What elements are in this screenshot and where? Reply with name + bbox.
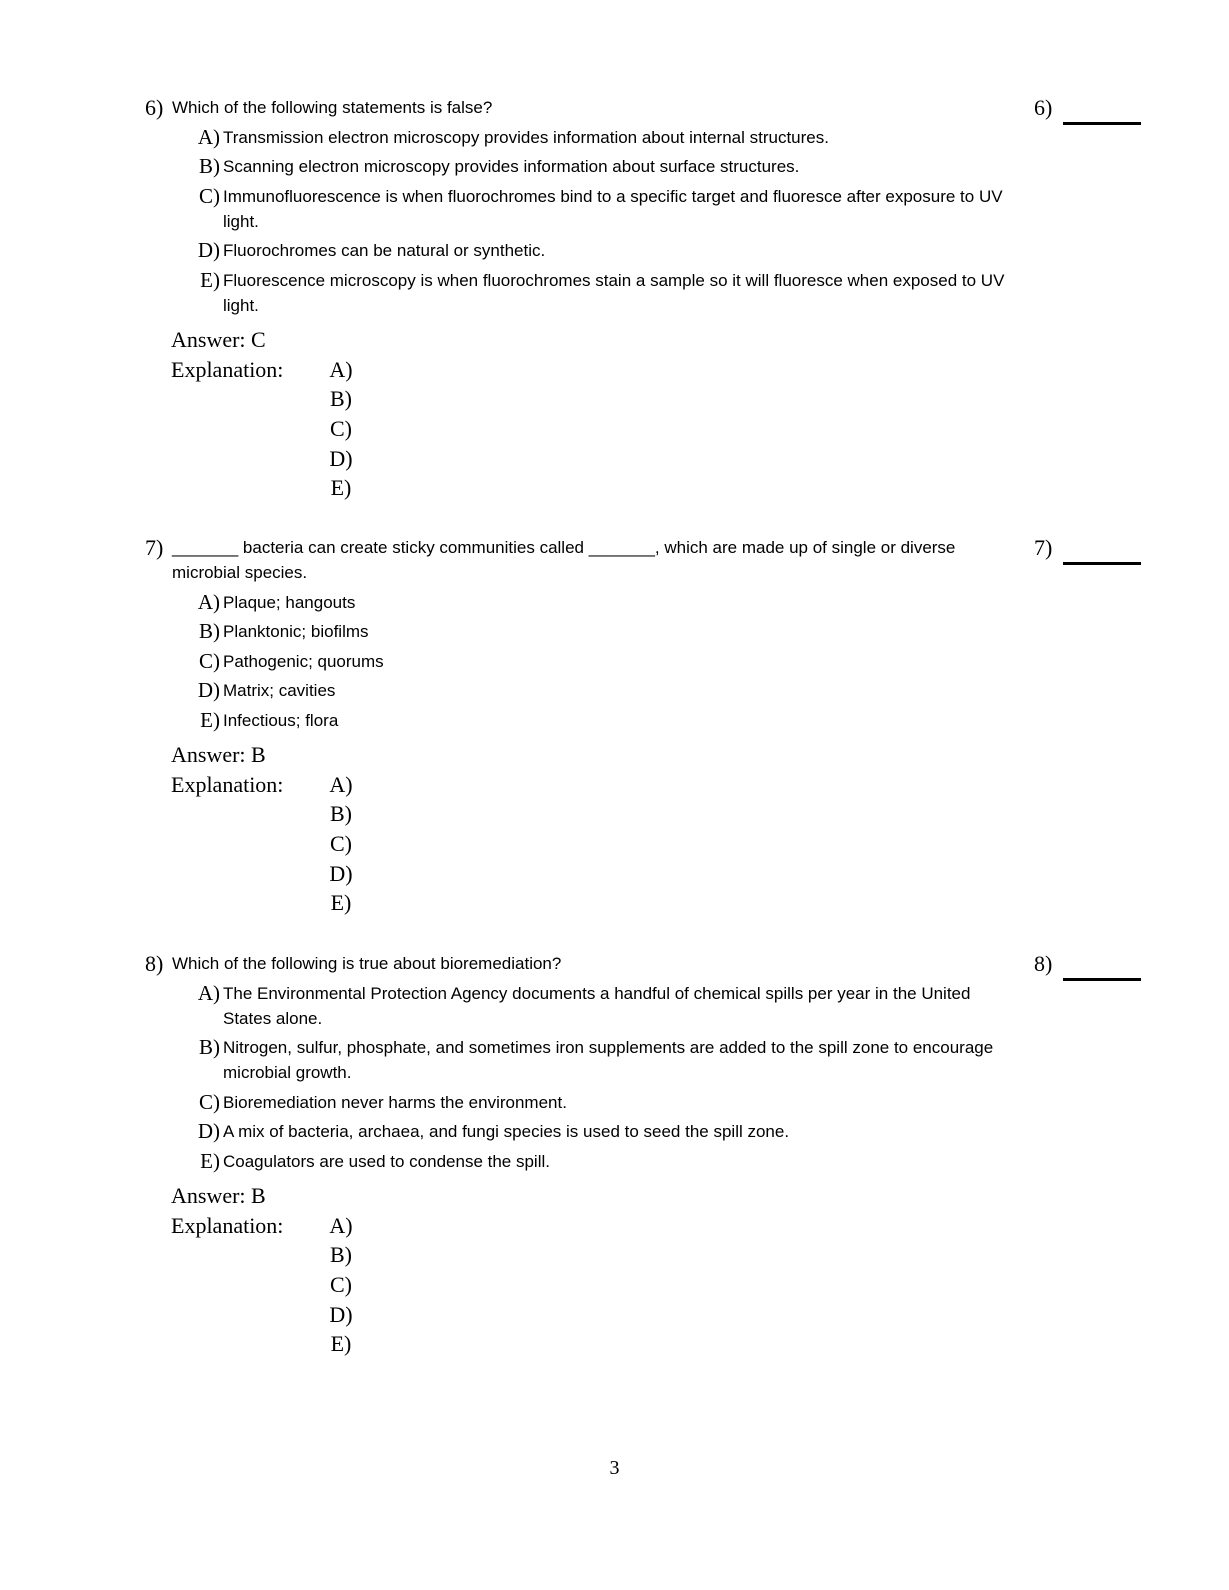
answer-line: Answer: B (171, 741, 266, 767)
option-text: Fluorochromes can be natural or synthetic. (223, 241, 546, 260)
option-letter: C) (199, 1089, 220, 1114)
question-number: 7) (145, 535, 164, 560)
explanation-row: A) (329, 1212, 353, 1238)
option-text: Nitrogen, sulfur, phosphate, and sometimes iron supplements are added to the spill zone to encourage microbial growth. (223, 1038, 994, 1082)
option-item (200, 267, 1008, 318)
option-letter: B) (199, 619, 220, 643)
option-item (197, 678, 1008, 703)
answer-blank-line (1063, 562, 1141, 565)
question-8 (0, 951, 1229, 1359)
option-text: Plaque; hangouts (223, 592, 356, 612)
option-letter: D) (197, 678, 220, 702)
option-letter: E) (200, 267, 220, 292)
option-text: A mix of bacteria, archaea, and fungi species is used to seed the spill zone. (223, 1122, 790, 1141)
option-letter: A) (197, 124, 220, 149)
explanation-label: Explanation: (171, 771, 284, 797)
question-7 (0, 535, 1229, 918)
option-item (197, 1119, 1008, 1144)
explanation-row: C) (330, 1271, 352, 1297)
explanation-block (171, 355, 1229, 504)
explanation-label: Explanation: (171, 1212, 284, 1238)
option-text: Scanning electron microscopy provides information about surface structures. (223, 157, 800, 176)
question-text: Which of the following is true about bioremediation? (172, 954, 562, 973)
explanation-label: Explanation: (171, 356, 284, 382)
option-letter: C) (199, 648, 220, 673)
answer-blank-number: 8) (1034, 951, 1053, 976)
explanation-row: B) (330, 1242, 352, 1268)
explanation-row: E) (330, 475, 352, 501)
answer-line: Answer: C (171, 326, 266, 352)
option-item (197, 238, 1008, 263)
option-letter: D) (197, 238, 220, 262)
option-item (199, 648, 1008, 674)
answer-blank-line (1063, 978, 1141, 981)
explanation-row: C) (330, 830, 352, 856)
explanation-row: B) (330, 801, 352, 827)
option-letter: C) (199, 183, 220, 208)
option-text: Fluorescence microscopy is when fluorochromes stain a sample so it will fluoresce when exposed to UV light. (223, 270, 1005, 315)
option-letter: E) (200, 1148, 220, 1173)
explanation-row: D) (329, 1301, 353, 1327)
option-item (199, 183, 1008, 234)
option-text: Bioremediation never harms the environment. (223, 1092, 567, 1112)
option-item (199, 619, 1008, 644)
answer-blank-number: 7) (1034, 535, 1053, 560)
question-number: 6) (145, 95, 164, 120)
option-item (200, 707, 1008, 733)
question-text: _______ bacteria can create sticky communities called _______, which are made up of single or diverse microbial species. (172, 538, 956, 582)
answer-line: Answer: B (171, 1182, 266, 1208)
option-item (200, 1148, 1008, 1174)
explanation-row: A) (329, 771, 353, 797)
option-letter: D) (197, 1119, 220, 1143)
option-item (199, 154, 1008, 179)
explanation-row: E) (330, 890, 352, 916)
question-6 (0, 95, 1229, 503)
option-text: Transmission electron microscopy provides information about internal structures. (223, 127, 829, 147)
option-item (197, 589, 1008, 615)
page-number: 3 (609, 1457, 620, 1479)
option-text: Planktonic; biofilms (223, 622, 369, 641)
option-letter: A) (197, 589, 220, 614)
answer-blank-line (1063, 122, 1141, 125)
option-letter: B) (199, 154, 220, 178)
option-item (197, 124, 1008, 150)
explanation-block (171, 1211, 1229, 1360)
question-text: Which of the following statements is false? (172, 98, 493, 117)
explanation-row: C) (330, 415, 352, 441)
explanation-row: A) (329, 356, 353, 382)
question-number: 8) (145, 951, 164, 976)
explanation-row: B) (330, 386, 352, 412)
option-item (199, 1035, 1008, 1085)
option-text: Pathogenic; quorums (223, 651, 384, 671)
option-item (197, 980, 1008, 1031)
explanation-row: D) (329, 860, 353, 886)
option-letter: B) (199, 1035, 220, 1059)
option-letter: E) (200, 707, 220, 732)
explanation-row: E) (330, 1331, 352, 1357)
option-text: The Environmental Protection Agency documents a handful of chemical spills per year in the United States alone. (223, 983, 971, 1028)
option-text: Infectious; flora (223, 710, 339, 730)
option-text: Matrix; cavities (223, 681, 336, 700)
explanation-block (171, 770, 1229, 919)
option-item (199, 1089, 1008, 1115)
option-text: Immunofluorescence is when fluorochromes bind to a specific target and fluoresce after exposure to UV light. (223, 186, 1003, 231)
answer-blank-number: 6) (1034, 95, 1053, 120)
option-text: Coagulators are used to condense the spill. (223, 1151, 550, 1171)
option-letter: A) (197, 980, 220, 1005)
explanation-row: D) (329, 445, 353, 471)
